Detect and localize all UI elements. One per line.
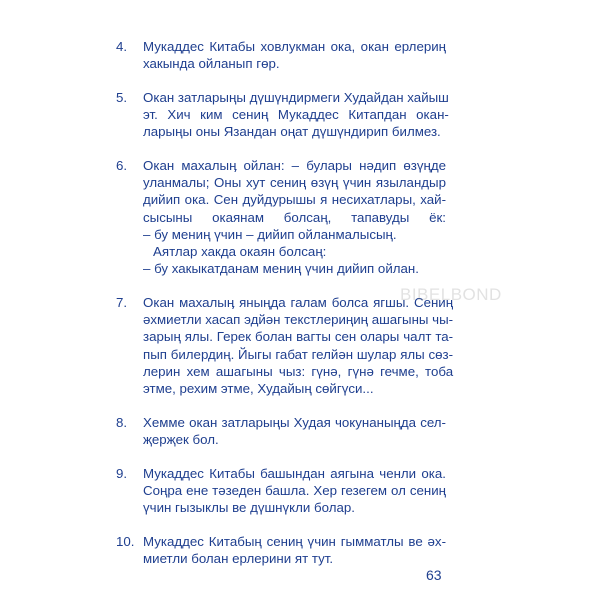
item-text — [143, 157, 446, 277]
text-line: ларыңы оны Язандан оңат дүшүндирип билмез. — [143, 124, 441, 140]
text-line: этме, рехим этме, Худайың сөйгүси... — [143, 380, 374, 396]
text-line: Окан затларыңы дүшүндирмеги Худайдан хайыш — [143, 89, 449, 105]
item-text — [143, 414, 446, 448]
list-item — [116, 157, 446, 277]
text-line: пып билердиң. Йыгы габат гелйән шулар ялы сөз- — [143, 346, 454, 362]
page-number: 63 — [426, 567, 442, 583]
text-line: миетли болан ерлерини ят тут. — [143, 550, 334, 566]
text-line: әхмиетли хасап эдйән текстлериңиң ашагыны чы- — [143, 312, 454, 328]
item-text — [143, 38, 446, 72]
watermark: BIBELBOND — [400, 285, 502, 304]
text-line: Мукаддес Китабы ховлукман ока, окан ерлериң — [143, 39, 446, 54]
text-line: – бу хакыкатданам мениң үчин дийип ойлан. — [143, 261, 419, 277]
text-line: җерҗек бол. — [143, 431, 219, 447]
text-line: Окан махалыӊ яныңда галам болса ягшы. Сениң — [143, 294, 454, 310]
item-text — [143, 89, 449, 141]
item-text — [143, 465, 446, 517]
item-number: 4. — [116, 39, 128, 54]
text-line: хакында ойланып гөр. — [143, 56, 280, 72]
text-line: Соңра ене тәзеден башла. Хер гезегем ол сениң — [143, 482, 446, 498]
item-number: 7. — [116, 294, 128, 310]
item-number: 5. — [116, 89, 128, 105]
text-line: Мукаддес Китабы башындан аягына ченли ока. — [143, 465, 446, 481]
text-line: сысыны окаянам болсаң, тапавуды ёк: — [143, 209, 446, 225]
list-item — [116, 533, 446, 567]
item-number: 10. — [116, 533, 135, 549]
item-number: 6. — [116, 158, 128, 174]
text-line: Аятлар хакда окаян болсаң: — [153, 244, 327, 260]
list-item — [116, 89, 449, 141]
list-item — [116, 414, 446, 448]
text-line: лерин хем ашагыны чыз: гүнә, гүнә гечме, тоба — [143, 363, 454, 379]
list-item — [116, 38, 446, 72]
item-number: 9. — [116, 465, 128, 481]
text-line: эт. Хич ким сениң Мукаддес Китапдан окан- — [143, 107, 449, 123]
list-item — [116, 465, 446, 517]
text-line: дийип ока. Сен дуйдурышы я несихатлары, хай- — [143, 192, 446, 208]
item-text — [143, 533, 446, 567]
text-line: Хемме окан затларыңы Худая чокунаныңда сел- — [143, 414, 446, 430]
text-line: уланмалы; Оны хут сениң өзүң үчин языландыр — [143, 175, 446, 191]
text-line: Окан махалыӊ ойлан: – булары нәдип өзүңде — [143, 158, 446, 174]
item-number: 8. — [116, 414, 128, 430]
text-line: Мукаддес Китабың сениң үчин гымматлы ве әх- — [143, 533, 446, 549]
text-line: зарың ялы. Герек болан вагты сен олары чалт та- — [143, 329, 454, 345]
list-item — [116, 294, 454, 397]
text-line: – бу мениң үчин – дийип ойланмалысың. — [143, 226, 397, 242]
text-line: үчин гызыклы ве дүшнүкли болар. — [143, 499, 355, 515]
item-text — [143, 294, 453, 397]
